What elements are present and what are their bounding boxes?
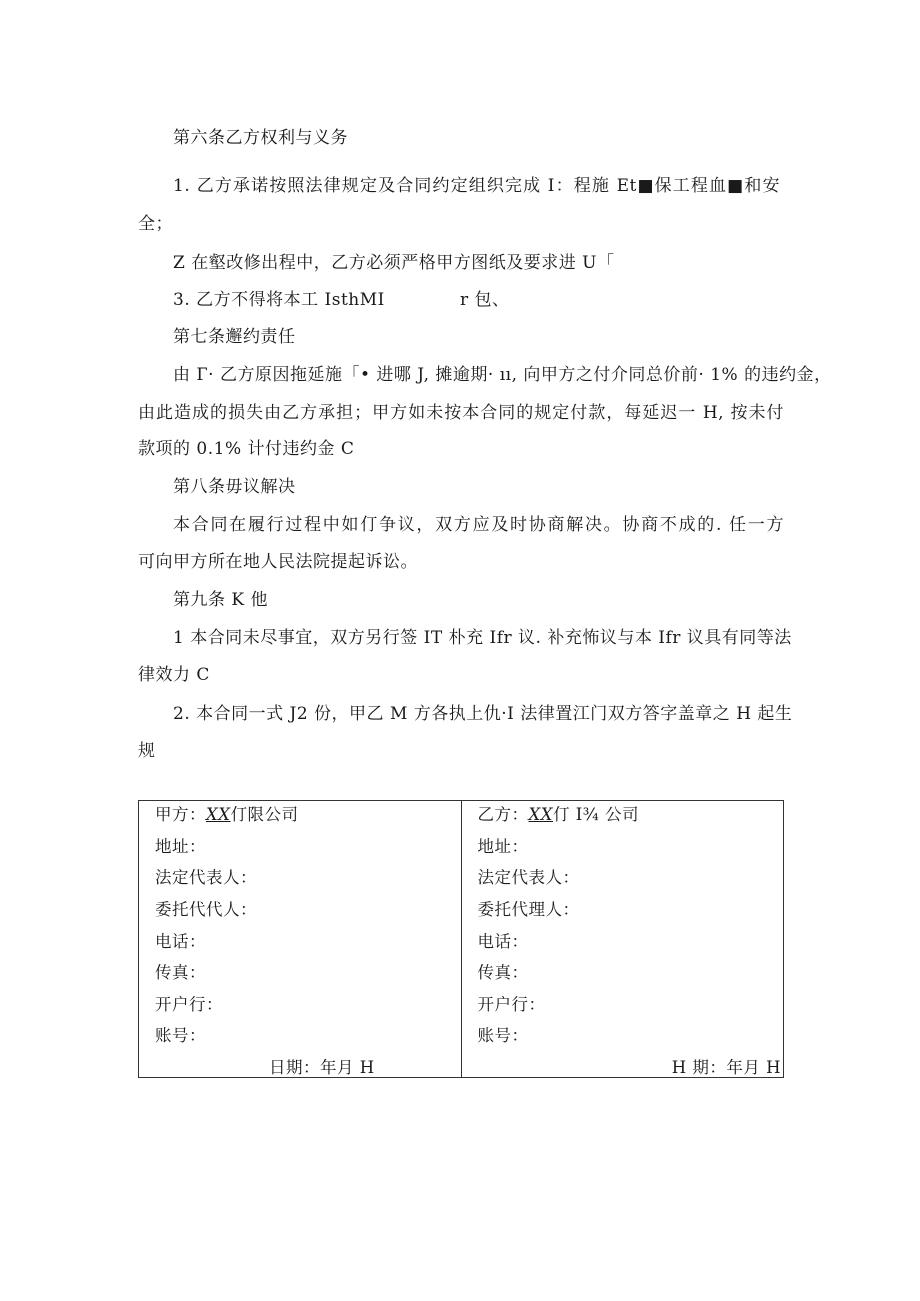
party-b-cell bbox=[461, 801, 784, 1078]
article6-item1-line1: 1. 乙方承诺按照法律规定及合同约定组织完成 I：程施 Et■保工程血■和安 bbox=[173, 176, 780, 196]
party-b-bank: 开户行： bbox=[477, 995, 546, 1014]
party-b-address: 地址： bbox=[477, 837, 529, 856]
article8-line1: 本合同在履行过程中如仃争议，双方应及时协商解决。协商不成的. 任一方 bbox=[173, 515, 784, 535]
party-b-phone: 电话： bbox=[477, 932, 529, 951]
party-a-phone: 电话： bbox=[155, 932, 206, 951]
signature-table bbox=[138, 800, 784, 1078]
party-a-agent: 委托代代人： bbox=[155, 900, 257, 919]
party-b-label: 乙方： bbox=[477, 805, 529, 824]
article8-heading: 第八条毋议解决 bbox=[173, 477, 296, 497]
article8-line2: 可向甲方所在地人民法院提起诉讼。 bbox=[138, 552, 418, 572]
article9-item2-line2: 规 bbox=[138, 741, 156, 761]
article7-line1: 由 Г· 乙方原因拖延施「• 进哪 J, 摊逾期· ıı, 向甲方之付介同总价前· 1% 的违约金， bbox=[173, 365, 832, 385]
party-a-legal-rep: 法定代表人： bbox=[155, 868, 257, 887]
article6-item2: Z 在壑改修出程中，乙方必须严格甲方图纸及要求进 U「 bbox=[173, 253, 615, 273]
article9-heading: 第九条 K 他 bbox=[173, 590, 269, 610]
party-b-legal-rep: 法定代表人： bbox=[477, 868, 580, 887]
party-b-account: 账号： bbox=[477, 1026, 529, 1045]
party-a-name-row bbox=[155, 804, 299, 826]
article7-line2: 由此造成的损失由乙方承担；甲方如未按本合同的规定付款，每延迟一 H, 按未付 bbox=[138, 403, 784, 423]
article7-line3: 款项的 0.1% 计付违约金 C bbox=[138, 439, 355, 459]
party-a-label: 甲方： bbox=[155, 805, 206, 824]
article9-item2-line1: 2. 本合同一式 J2 份，甲乙 M 方各执上仇·I 法律置江门双方答字盖章之 H 起生 bbox=[173, 704, 793, 724]
party-b-name-rest: 仃 I¾ 公司 bbox=[553, 805, 639, 824]
party-b-fax: 传真： bbox=[477, 963, 529, 982]
party-a-fax: 传真： bbox=[155, 963, 206, 982]
article6-item1-line2: 全； bbox=[138, 214, 173, 234]
party-a-bank: 开户行： bbox=[155, 995, 223, 1014]
article6-item3-b: r 包、 bbox=[460, 290, 510, 310]
party-b-name-row bbox=[478, 804, 640, 826]
party-b-date: H 期：年月 H bbox=[671, 1058, 781, 1077]
party-b-name-underlined: XX bbox=[528, 805, 553, 824]
party-a-name-underlined: XX bbox=[206, 805, 231, 824]
party-a-name-rest: 仃限公司 bbox=[230, 805, 299, 824]
article9-item1-line1: 1 本合同未尽事宜，双方另行签 IT 朴充 Ifr 议. 补充怖议与本 Ifr 议具有同等法 bbox=[173, 628, 792, 648]
party-a-date: 日期：年月 H bbox=[269, 1058, 375, 1077]
article6-item3-a: 3. 乙方不得将本工 IsthMI bbox=[173, 290, 385, 310]
article6-heading: 第六条乙方权利与义务 bbox=[173, 128, 348, 148]
party-a-address: 地址： bbox=[155, 837, 206, 856]
party-b-agent: 委托代理人： bbox=[477, 900, 580, 919]
party-a-cell bbox=[139, 801, 462, 1078]
article7-heading: 第七条邂约责任 bbox=[173, 327, 296, 347]
article9-item1-line2: 律效力 C bbox=[138, 665, 210, 685]
party-a-account: 账号： bbox=[155, 1026, 206, 1045]
